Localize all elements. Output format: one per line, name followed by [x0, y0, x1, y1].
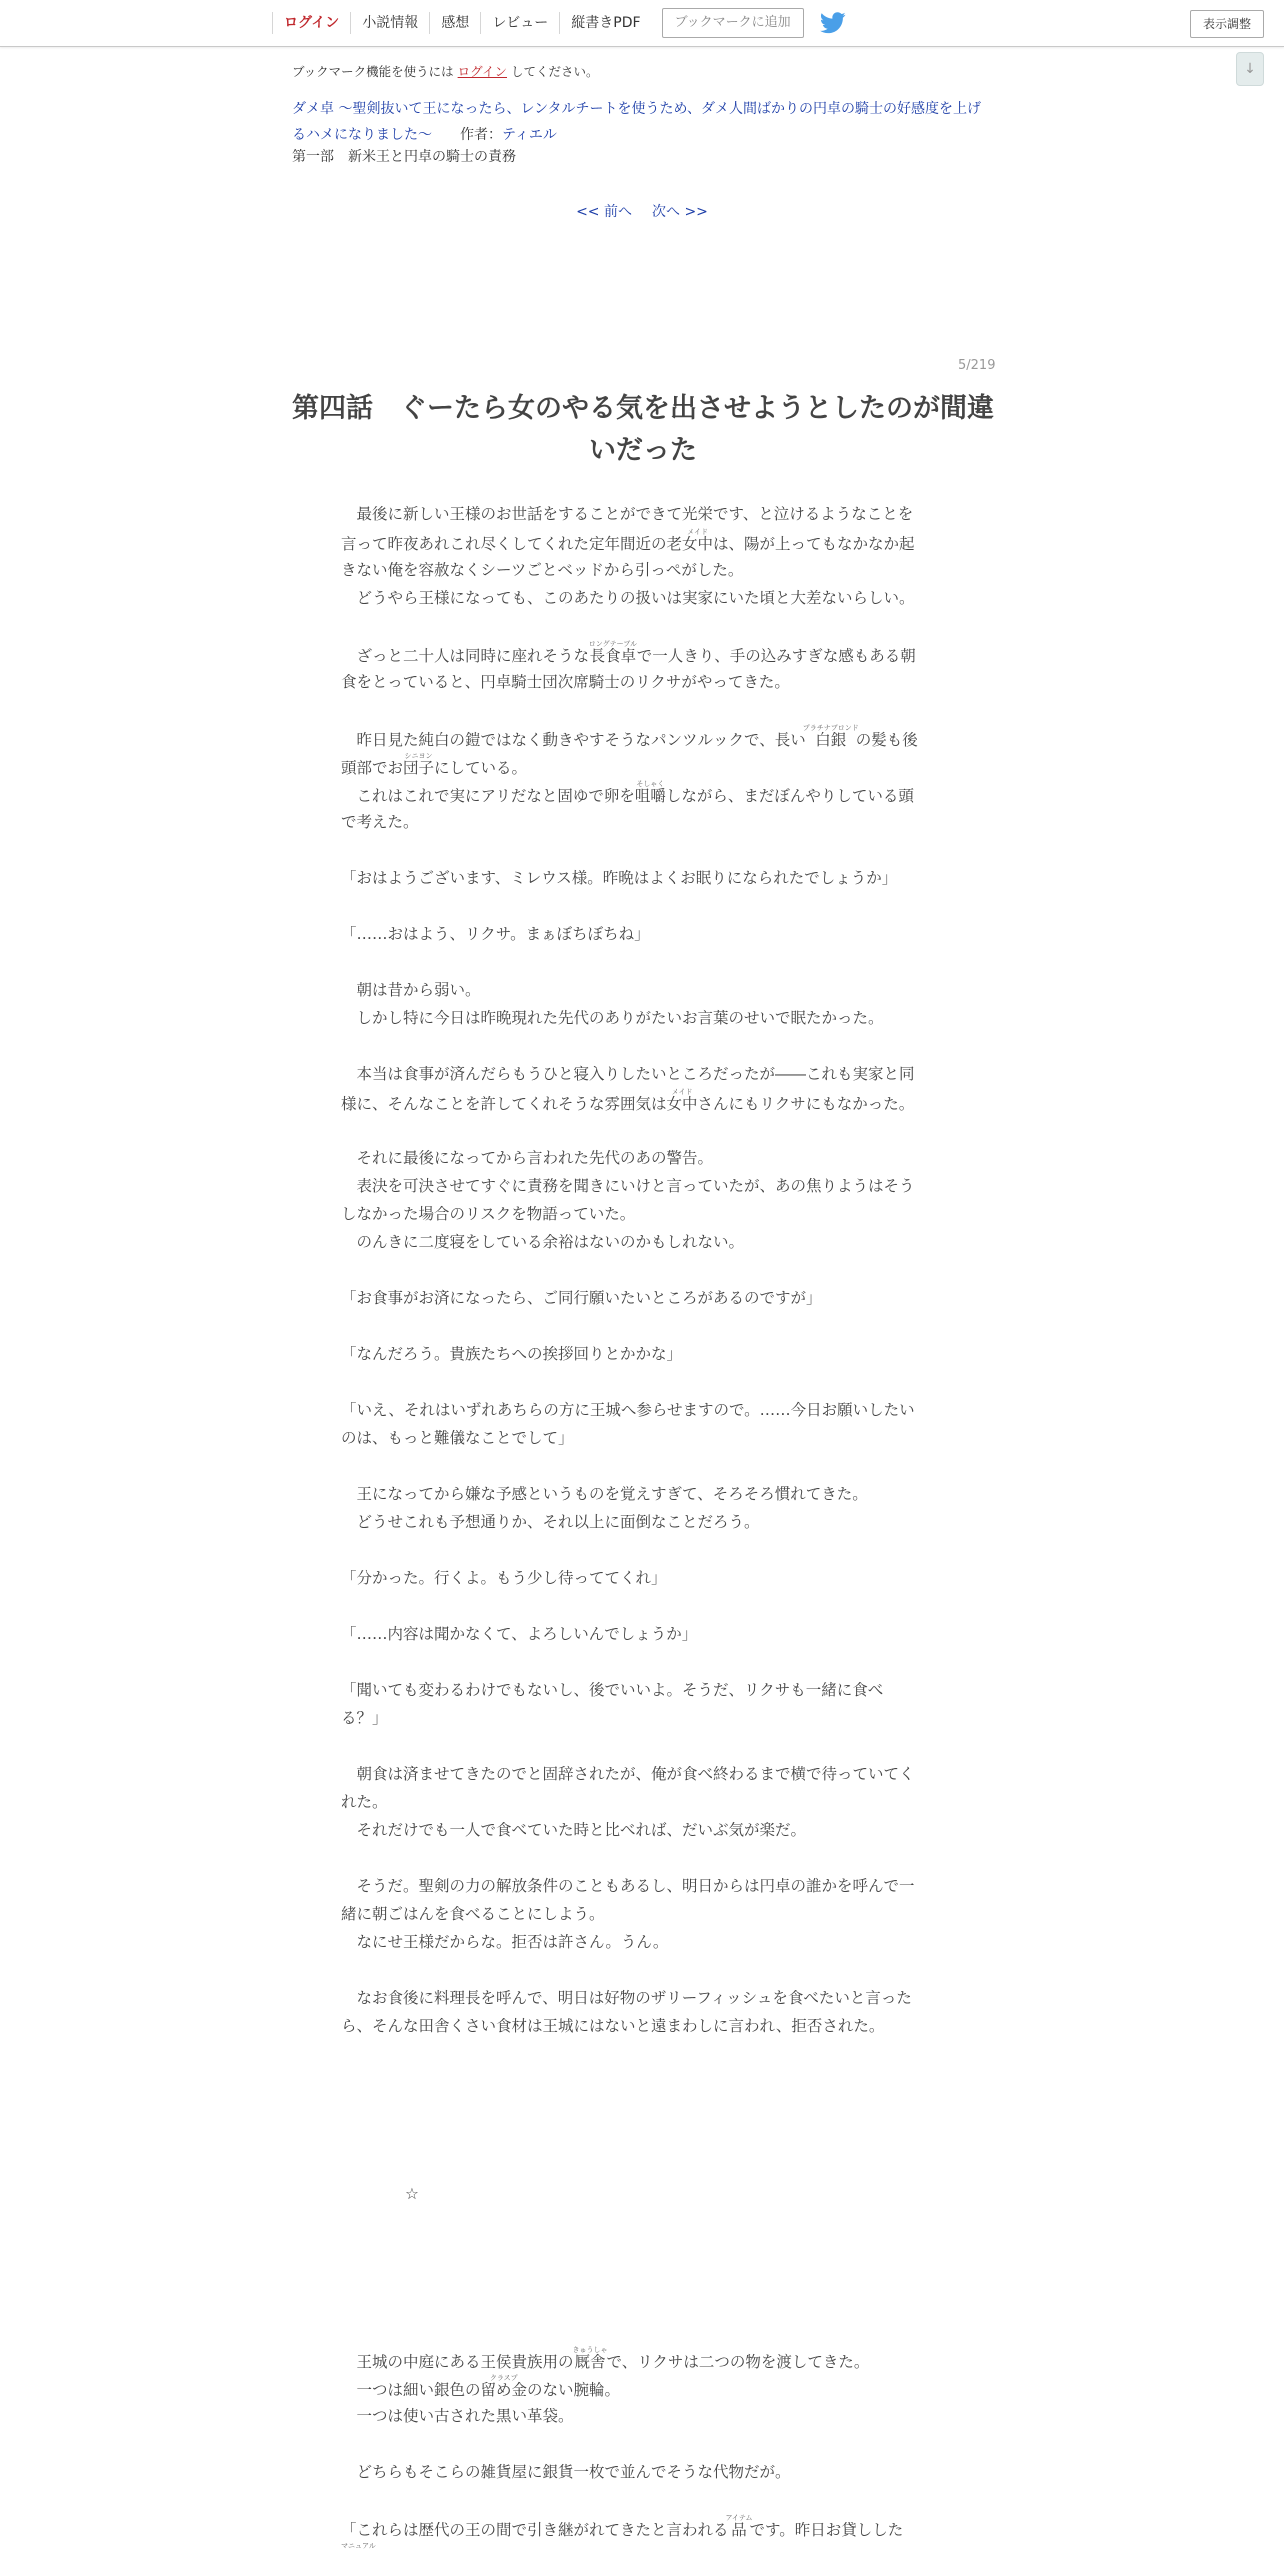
text-line: 一つは使い古された黒い革袋。 [341, 2407, 574, 2425]
text-line: 「これらは歴代の王の間で引き継がれてきたと言われる品アイテムです。昨日お貸しした [341, 2514, 904, 2539]
text-line: 様に、そんなことを許してくれそうな雰囲気は女中メイドさんにもリクサにもなかった。 [341, 1088, 915, 1113]
text-line: 「お食事がお済になったら、ご同行願いたいところがあるのですが」 [341, 1289, 822, 1307]
text-line: しかし特に今日は昨晩現れた先代のありがたいお言葉のせいで眠たかった。 [341, 1009, 884, 1027]
text-line: それに最後になってから言われた先代のあの警告。 [341, 1149, 714, 1167]
text-line: れた。 [341, 1793, 388, 1811]
text-line: なにせ王様だからな。拒否は許さん。うん。 [341, 1933, 669, 1951]
text-line: 昨日見た純白の鎧ではなく動きやすそうなパンツルックで、長い白銀プラチナブロンドの髪も後 [341, 724, 918, 749]
text-line: マニュアル [341, 2542, 376, 2550]
text-line: きない俺を容赦なくシーツごとベッドから引っぺがした。 [341, 561, 744, 579]
text-line: 「聞いても変わるわけでもないし、後でいいよ。そうだ、リクサも一緒に食べ [341, 1681, 884, 1699]
author-label: 作者：ティエル [460, 127, 557, 143]
top-nav-bar [0, 0, 1284, 47]
display-settings-button[interactable]: 表示調整 [1190, 10, 1264, 38]
login-link[interactable]: ログイン [272, 12, 350, 34]
text-line: 表決を可決させてすぐに責務を聞きにいけと言っていたが、あの焦りようはそう [341, 1177, 915, 1195]
text-line: 食をとっていると、円卓騎士団次席騎士のリクサがやってきた。 [341, 673, 790, 691]
twitter-icon[interactable] [820, 12, 846, 34]
text-line: それだけでも一人で食べていた時と比べれば、だいぶ気が楽だ。 [341, 1821, 807, 1839]
chapter-name: 第一部 新米王と円卓の騎士の責務 [292, 149, 516, 165]
text-line: 「いえ、それはいずれあちらの方に王城へ参らせますので。……今日お願いしたい [341, 1401, 915, 1419]
text-line: のんきに二度寝をしている余裕はないのかもしれない。 [341, 1233, 745, 1251]
author-link[interactable]: ティエル [502, 127, 557, 143]
text-line: 朝食は済ませてきたのでと固辞されたが、俺が食べ終わるまで横で待っていてく [341, 1765, 915, 1783]
text-line: 「……おはよう、リクサ。まぁぼちぼちね」 [341, 925, 650, 943]
notice-login-link[interactable]: ログイン [457, 64, 507, 79]
text-line: 本当は食事が済んだらもうひと寝入りしたいところだったが――これも実家と同 [341, 1065, 915, 1083]
next-page-link[interactable]: 次へ >> [652, 204, 708, 220]
text-line: 「おはようございます、ミレウス様。昨晩はよくお眠りになられたでしょうか」 [341, 869, 898, 887]
nav-menu [272, 0, 846, 46]
novel-info-link[interactable]: 小説情報 [350, 12, 429, 34]
impressions-link[interactable]: 感想 [429, 12, 480, 34]
review-link[interactable]: レビュー [480, 12, 559, 34]
text-line: どちらもそこらの雑貨屋に銀貨一枚で並んでそうな代物だが。 [341, 2463, 791, 2481]
scene-break-star: ☆ [405, 2185, 419, 2203]
episode-title: 第四話 ぐーたら女のやる気を出させようとしたのが間違 いだった [292, 393, 994, 466]
text-line: 王城の中庭にある王侯貴族用の厩舎きゅうしゃで、リクサは二つの物を渡してきた。 [341, 2346, 870, 2371]
prev-page-link[interactable]: << 前へ [576, 204, 632, 220]
text-line: どうやら王様になっても、このあたりの扱いは実家にいた頃と大差ないらしい。 [341, 589, 915, 607]
text-line: ら、そんな田舎くさい食材は王城にはないと遠まわしに言われ、拒否された。 [341, 2017, 885, 2035]
text-line: のは、もっと難儀なことでして」 [341, 1429, 574, 1447]
text-line: 頭部でお団子シニヨンにしている。 [341, 752, 528, 777]
text-line: どうせこれも予想通りか、それ以上に面倒なことだろう。 [341, 1513, 760, 1531]
text-line: そうだ。聖剣の力の解放条件のこともあるし、明日からは円卓の誰かを呼んで一 [341, 1877, 915, 1895]
text-line: 一つは細い銀色の留め金クラスプのない腕輪。 [341, 2374, 621, 2399]
scroll-down-button[interactable]: ↓ [1236, 52, 1264, 86]
text-line: 「なんだろう。貴族たちへの挨拶回りとかかな」 [341, 1345, 683, 1363]
series-header [292, 96, 992, 148]
text-line: 緒に朝ごはんを食べることにしよう。 [341, 1905, 605, 1923]
add-bookmark-button[interactable]: ブックマークに追加 [662, 8, 804, 38]
bookmark-notice: ブックマーク機能を使うには ログイン してください。 [292, 64, 599, 79]
text-line: 最後に新しい王様のお世話をすることができて光栄です、と泣けるようなことを [341, 505, 914, 523]
text-line: ざっと二十人は同時に座れそうな長食卓ロングテーブルで一人きり、手の込みすぎな感もある朝 [341, 640, 916, 665]
text-line: 朝は昔から弱い。 [341, 981, 481, 999]
text-line: これはこれで実にアリだなと固ゆで卵を咀嚼そしゃくしながら、まだぼんやりしている頭 [341, 780, 914, 805]
vertical-pdf-link[interactable]: 縦書きPDF [559, 12, 651, 34]
text-line: 王になってから嫌な予感というものを覚えすぎて、そろそろ慣れてきた。 [341, 1485, 868, 1503]
text-line: 言って昨夜あれこれ尽くしてくれた定年間近の老女中メイドは、陽が上ってもなかなか起 [341, 528, 915, 553]
novel-body [341, 500, 943, 2570]
pager [0, 201, 1284, 221]
text-line: 「……内容は聞かなくて、よろしいんでしょうか」 [341, 1625, 698, 1643]
text-line: で考えた。 [341, 813, 419, 831]
text-line: る？」 [341, 1709, 388, 1727]
text-line: なお食後に料理長を呼んで、明日は好物のザリーフィッシュを食べたいと言った [341, 1989, 912, 2007]
series-title-link[interactable]: ダメ卓 ～聖剣抜いて王になったら、レンタルチートを使うため、ダメ人間ばかりの円卓の騎士の好感度を上げるハメになりました～ [292, 101, 981, 143]
page-count: 5/219 [958, 358, 996, 373]
text-line: 「分かった。行くよ。もう少し待っててくれ」 [341, 1569, 667, 1587]
text-line: しなかった場合のリスクを物語っていた。 [341, 1205, 636, 1223]
